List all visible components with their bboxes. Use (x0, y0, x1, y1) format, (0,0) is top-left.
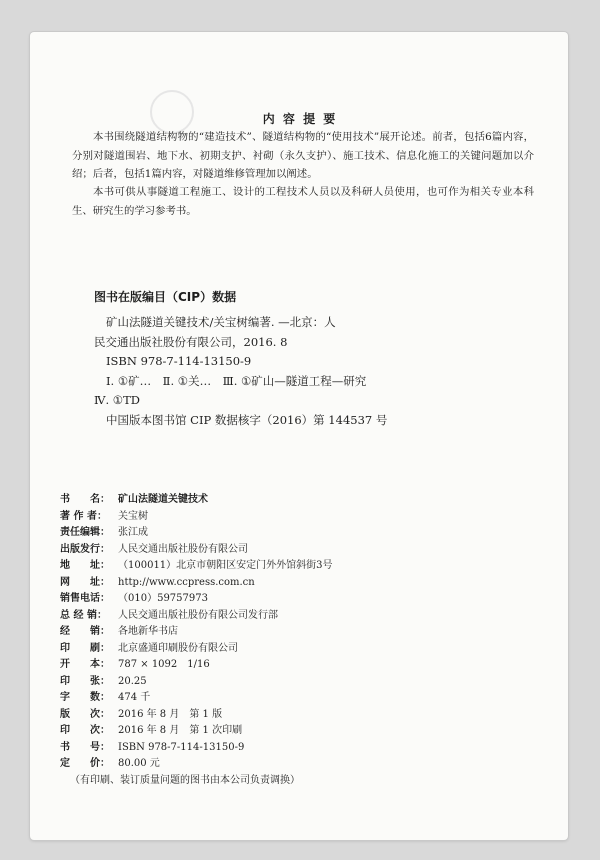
info-label: 销售电话： (60, 593, 110, 604)
info-label: 开 本： (60, 659, 110, 670)
info-row (60, 492, 333, 509)
info-label: 书 名： (60, 494, 110, 505)
info-value: 张江成 (118, 527, 148, 538)
info-value: 人民交通出版社股份有限公司 (118, 543, 248, 555)
cip-line: 矿山法隧道关键技术/关宝树编著. —北京：人 (106, 315, 336, 329)
info-row (60, 707, 333, 724)
info-row (60, 624, 333, 641)
info-label: 定 价： (60, 758, 110, 769)
info-label: 经 销： (60, 626, 110, 637)
info-value: 20.25 (118, 675, 147, 687)
info-label: 印 次： (60, 725, 110, 736)
cip-line: Ⅰ. ①矿… Ⅱ. ①关… Ⅲ. ①矿山—隧道工程—研究 (106, 373, 367, 388)
info-row (60, 542, 333, 559)
info-row (60, 690, 333, 707)
info-row (60, 740, 333, 757)
info-label: 网 址： (60, 576, 110, 588)
info-label: 字 数： (60, 692, 110, 703)
cip-title: 图书在版编目（CIP）数据 (94, 290, 237, 304)
replacement-note: （有印刷、装订质量问题的图书由本公司负责调换） (70, 774, 300, 786)
info-value: 80.00 元 (118, 758, 160, 769)
summary-paragraph-2: 本书可供从事隧道工程施工、设计的工程技术人员以及科研人员使用，也可作为相关专业本科生、研究生的学习参考书。 (72, 186, 534, 217)
info-value: 矿山法隧道关键技术 (118, 494, 208, 505)
info-label: 书 号： (60, 741, 110, 753)
publication-info (60, 492, 333, 789)
info-value: 2016 年 8 月 第 1 版 (118, 708, 223, 720)
summary-title: 内 容 提 要 (262, 112, 338, 126)
info-row (60, 558, 333, 575)
cip-line: 中国版本图书馆 CIP 数据核字（2016）第 144537 号 (106, 412, 388, 427)
info-row (60, 756, 333, 773)
info-value: （010）59757973 (118, 593, 208, 604)
info-value: 北京盛通印刷股份有限公司 (118, 642, 238, 654)
info-label: 出版发行： (60, 543, 110, 555)
info-row (60, 641, 333, 658)
info-value: 各地新华书店 (118, 626, 178, 637)
info-row (60, 608, 333, 625)
info-row (60, 674, 333, 691)
info-label: 印 张： (60, 675, 110, 687)
info-value: 787 × 1092 1/16 (118, 659, 210, 670)
summary-paragraph-1: 本书围绕隧道结构物的“建造技术”、隧道结构物的“使用技术”展开论述。前者，包括6篇内容，分别对隧道围岩、地下水、初期支护、衬砌（永久支护）、施工技术、信息化施工的关键问题加以介绍；后者，包括1篇内容，对隧道维修管理加以阐述。 (72, 131, 534, 180)
info-value: 474 千 (118, 692, 151, 703)
info-row (60, 657, 333, 674)
info-label: 总 经 销： (60, 609, 107, 621)
info-value: （100011）北京市朝阳区安定门外外馆斜街3号 (118, 560, 333, 571)
info-label: 印 刷： (60, 642, 110, 654)
cip-line: Ⅳ. ①TD (94, 393, 140, 408)
info-value: 人民交通出版社股份有限公司发行部 (118, 609, 278, 621)
info-label: 著 作 者： (60, 510, 107, 522)
cip-block (94, 313, 534, 431)
info-label: 地 址： (60, 560, 110, 571)
info-row (60, 575, 333, 592)
info-value: 关宝树 (118, 510, 148, 522)
cip-line: ISBN 978-7-114-13150-9 (106, 354, 252, 369)
info-value: http://www.ccpress.com.cn (118, 576, 255, 588)
info-row (60, 723, 333, 740)
info-row (60, 525, 333, 542)
info-row (60, 509, 333, 526)
info-value: 2016 年 8 月 第 1 次印刷 (118, 725, 243, 736)
info-row (60, 591, 333, 608)
info-label: 版 次： (60, 708, 110, 720)
cip-line: 民交通出版社股份有限公司，2016. 8 (94, 334, 288, 349)
info-label: 责任编辑： (60, 527, 110, 538)
info-value: ISBN 978-7-114-13150-9 (118, 741, 245, 753)
